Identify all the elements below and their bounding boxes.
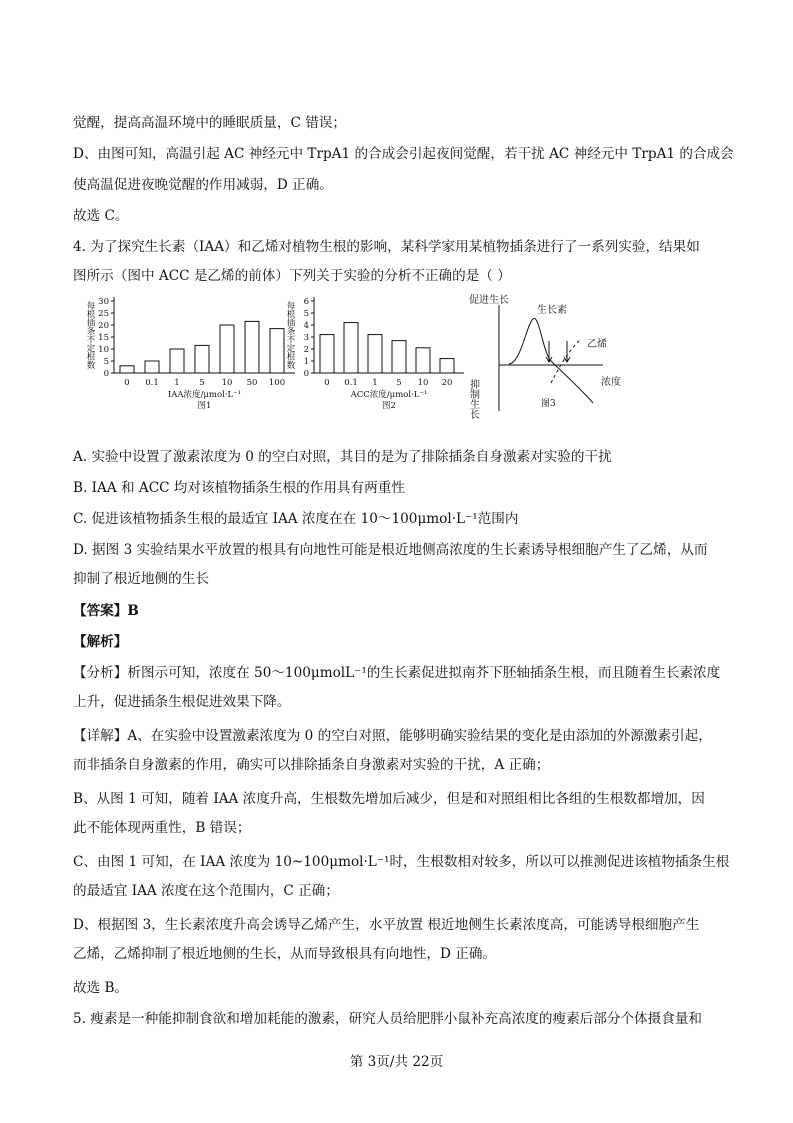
analysis-line: 的最适宜 IAA 浓度在这个范围内，C 正确； [73, 883, 339, 899]
fig2-bar [320, 335, 334, 373]
fig2-bar [440, 359, 454, 373]
fig2-x-tick-label: 10 [417, 378, 429, 388]
fig1-y-tick-label: 10 [98, 345, 109, 355]
fig1-bar [145, 361, 159, 373]
option-a: A. 实验中设置了激素浓度为 0 的空白对照，其目的是为了排除插条自身激素对实验的干扰 [73, 449, 612, 465]
text-line: 故选 C。 [73, 208, 129, 224]
fig1-x-tick-label: 50 [246, 378, 258, 388]
fig1-bar [120, 366, 134, 373]
fig2-y-tick-label: 0 [303, 369, 309, 379]
fig1-x-tick-label: 1 [174, 378, 180, 388]
fig1-x-tick-label: 0.1 [145, 378, 159, 388]
fig3-auxin-curve [509, 318, 593, 403]
text-line: D、由图可知，高温引起 AC 神经元中 TrpA1 的合成会引起夜间觉醒，若干扰 AC 神经元中 TrpA1 的合成会 [73, 146, 734, 162]
fig2-bar [416, 348, 430, 373]
fig1-x-tick-label: 0 [124, 378, 130, 388]
analysis-line: D、根据图 3，生长素浓度升高会诱导乙烯产生，水平放置 根近地侧生长素浓度高，可能诱导根细胞产生 [73, 917, 700, 933]
analysis-label: 【解析】 [73, 634, 128, 650]
text-line: 觉醒，提高高温环境中的睡眠质量，C 错误； [73, 115, 347, 131]
fig2-x-tick-label: 1 [372, 378, 378, 388]
fig2-y-tick-label: 3 [303, 333, 309, 343]
fig1-bar [245, 321, 259, 373]
page-footer: 第 3页/共 22页 [349, 1054, 444, 1070]
fig1-xlabel: IAA浓度/μmol·L⁻¹ [167, 390, 242, 400]
option-d: D. 据图 3 实验结果水平放置的根具有向地性可能是根近地侧高浓度的生长素诱导根细胞产生了乙烯，从而 [73, 542, 708, 558]
option-c: C. 促进该植物插条生根的最适宜 IAA 浓度在在 10～100μmol·L⁻¹范围内 [73, 511, 519, 527]
fig1-bar [170, 349, 184, 373]
fig1-x-tick-label: 5 [199, 378, 205, 388]
fig3-auxin-label: 生长素 [537, 305, 567, 316]
fig1-bar [195, 345, 209, 373]
fig1-ylabel: 每根插条不定根数 [85, 301, 95, 369]
fig1-y-tick-label: 30 [98, 297, 109, 307]
fig1-x-tick-label: 10 [221, 378, 233, 388]
fig1-bar [270, 329, 284, 373]
figure-3-chart [461, 293, 646, 418]
fig3-ethylene-label: 乙烯 [587, 339, 607, 350]
fig2-y-tick-label: 1 [303, 357, 309, 367]
figure-group [86, 293, 646, 418]
option-b: B. IAA 和 ACC 均对该植物插条生根的作用具有两重性 [73, 480, 405, 496]
fig3-xlabel: 浓度 [601, 377, 621, 388]
fig2-bar [344, 323, 358, 373]
analysis-line: 【分析】析图示可知，浓度在 50～100μmolL⁻¹的生长素促进拟南芥下胚轴插条生根，而且随着生长素浓度 [73, 665, 721, 681]
fig2-bar [392, 341, 406, 373]
fig2-y-tick-label: 4 [303, 321, 309, 331]
figure-2-chart [286, 293, 476, 418]
fig1-bar [220, 325, 234, 373]
fig1-y-tick-label: 20 [98, 321, 109, 331]
option-d-cont: 抑制了根近地侧的生长 [73, 571, 209, 587]
fig2-x-tick-label: 0.1 [344, 378, 358, 388]
analysis-line: 此不能体现两重性，B 错误； [73, 820, 251, 836]
question-5-stem: 5. 瘦素是一种能抑制食欲和增加耗能的激素，研究人员给肥胖小鼠补充高浓度的瘦素后部分个体摄食量和 [73, 1011, 703, 1027]
fig1-x-tick-label: 100 [268, 378, 286, 388]
question-4-stem: 4. 为了探究生长素（IAA）和乙烯对植物生根的影响，某科学家用某植物插条进行了一系列实验，结果如 [73, 239, 700, 255]
fig1-y-tick-label: 5 [103, 357, 109, 367]
fig2-xlabel: ACC浓度/μmol·L⁻¹ [350, 390, 428, 400]
analysis-line: 而非插条自身激素的作用，确实可以排除插条自身激素对实验的干扰，A 正确； [73, 757, 550, 773]
fig2-y-tick-label: 5 [303, 309, 309, 319]
fig1-y-tick-label: 0 [103, 369, 109, 379]
fig1-y-tick-label: 25 [98, 309, 109, 319]
fig2-x-tick-label: 20 [441, 378, 453, 388]
fig2-ylabel: 每根插条不定根数 [285, 301, 295, 369]
text-line: 使高温促进夜晚觉醒的作用减弱，D 正确。 [73, 177, 333, 193]
analysis-line: 上升，促进插条生根促进效果下降。 [73, 694, 291, 710]
analysis-line: 故选 B。 [73, 980, 129, 996]
analysis-line: 【详解】A、在实验中设置激素浓度为 0 的空白对照，能够明确实验结果的变化是由添加的外源激素引起， [73, 728, 712, 744]
fig3-ylabel-top: 促进生长 [469, 295, 509, 306]
fig2-title: 图2 [382, 401, 396, 411]
fig2-y-tick-label: 6 [303, 297, 309, 307]
fig2-x-tick-label: 5 [396, 378, 402, 388]
fig2-y-tick-label: 2 [303, 345, 309, 355]
fig1-title: 图1 [197, 401, 212, 411]
fig1-y-tick-label: 15 [98, 333, 109, 343]
fig3-title: 图3 [541, 399, 556, 409]
answer-label: 【答案】B [73, 603, 139, 619]
fig3-ylabel-bottom: 抑制生长 [467, 379, 479, 419]
analysis-line: B、从图 1 可知，随着 IAA 浓度升高，生根数先增加后减少，但是和对照组相比各组的生根数都增加，因 [73, 791, 705, 807]
analysis-line: C、由图 1 可知，在 IAA 浓度为 10~100μmol·L⁻¹时，生根数相对较多，所以可以推测促进该植物插条生根 [73, 854, 730, 870]
figure-1-chart [86, 293, 286, 418]
fig2-x-tick-label: 0 [324, 378, 330, 388]
analysis-line: 乙烯，乙烯抑制了根近地侧的生长，从而导致根具有向地性，D 正确。 [73, 946, 497, 962]
fig2-bar [368, 335, 382, 373]
question-4-stem: 图所示（图中 ACC 是乙烯的前体）下列关于实验的分析不正确的是（ ） [73, 268, 511, 284]
